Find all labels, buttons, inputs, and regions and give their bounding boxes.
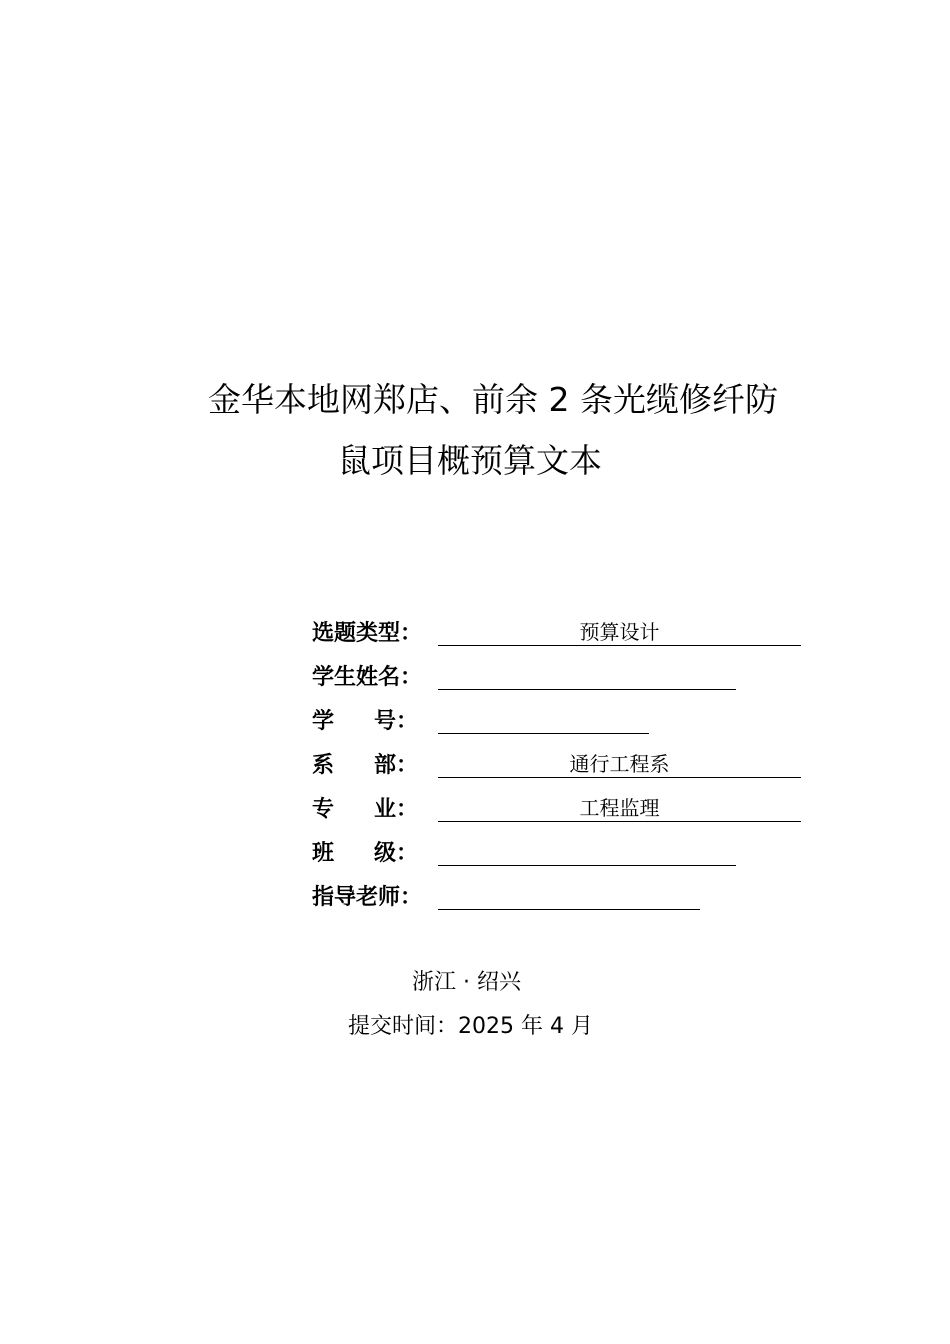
form-row-student-id [312, 703, 832, 747]
student-name-label: 学生姓名： [312, 665, 423, 690]
advisor-label: 指导老师： [312, 885, 423, 910]
form-row-major [312, 791, 832, 835]
student-id-label: 学 号： [312, 709, 419, 734]
advisor-field [438, 881, 700, 910]
submit-date: 提交时间：2025 年 4 月 [348, 1014, 593, 1039]
footer-place: 浙江 · 绍兴 [412, 970, 521, 995]
topic-type-label: 选题类型： [312, 621, 423, 646]
department-label: 系 部： [312, 753, 419, 778]
cover-info-form [312, 615, 832, 923]
class-field [438, 837, 736, 866]
student-name-field [438, 661, 736, 690]
student-id-field [438, 705, 649, 734]
form-row-class [312, 835, 832, 879]
major-field: 工程监理 [438, 793, 801, 822]
class-label: 班 级： [312, 841, 419, 866]
form-row-department [312, 747, 832, 791]
form-row-topic-type [312, 615, 832, 659]
department-field: 通行工程系 [438, 749, 801, 778]
cover-title-line-1: 金华本地网郑店、前余 2 条光缆修纤防 [208, 380, 778, 419]
cover-title-line-2: 鼠项目概预算文本 [338, 441, 602, 480]
form-row-student-name [312, 659, 832, 703]
form-row-advisor [312, 879, 832, 923]
major-label: 专 业： [312, 797, 419, 822]
topic-type-field: 预算设计 [438, 617, 801, 646]
